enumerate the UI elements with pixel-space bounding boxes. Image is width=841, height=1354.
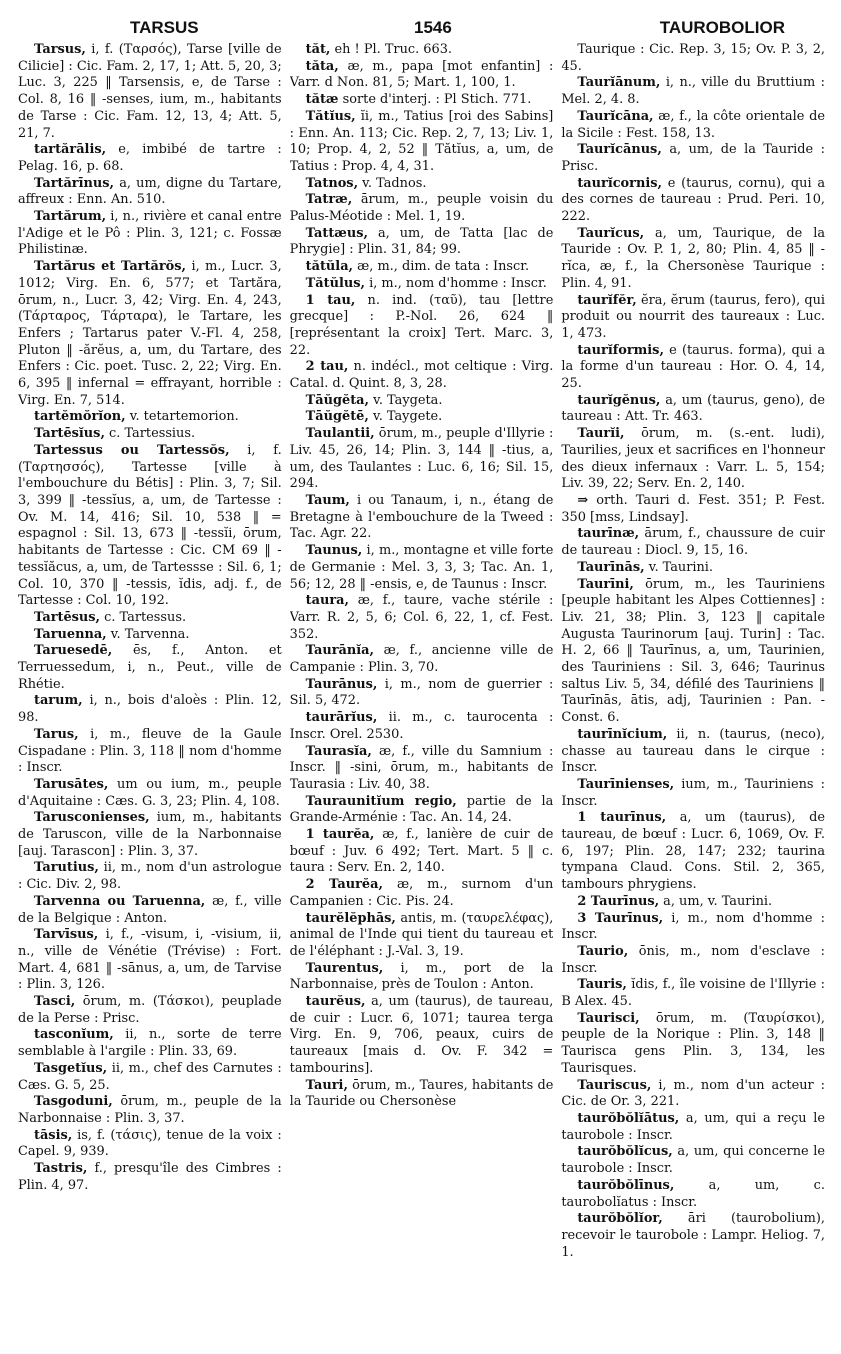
dictionary-entry [18, 894, 282, 927]
entry-definition: ōrum, m. (s.-ent. ludi), Taurilies, jeux et sacrifices en l'honneur des dieux infernaux : Varr. L. 5, 154; Liv. 39, 22; Serv. En. 2, 140. [561, 426, 826, 492]
dictionary-entry [18, 1061, 282, 1094]
dictionary-entry [561, 577, 825, 727]
entry-definition: ōrum, m., peuple de la Narbonnaise : Plin. 3, 37. [18, 1094, 282, 1126]
entry-headword: tartărālis, [34, 142, 107, 158]
dictionary-entry [561, 727, 825, 777]
entry-headword: Tauriscus, [577, 1077, 652, 1093]
entry-definition: i, n., bois d'aloès : Plin. 12, 98. [18, 693, 282, 726]
entry-definition: a, um, de la Tauride : Prisc. [561, 142, 826, 174]
dictionary-entry [18, 810, 282, 860]
entry-definition: a, um, qui a reçu le taurobole : Inscr. [561, 1111, 826, 1143]
entry-headword: 2 tau, [305, 359, 349, 375]
dictionary-entry [561, 944, 825, 977]
entry-headword: taurĭformis, [577, 342, 664, 358]
dictionary-entry [561, 109, 825, 142]
dictionary-entry [18, 209, 282, 259]
entry-headword: Tasgoduni, [34, 1094, 113, 1110]
dictionary-entry [561, 226, 825, 293]
entry-headword: Tauraunitĭum regio, [305, 793, 457, 809]
entry-headword: Tătŭlus, [305, 275, 365, 291]
dictionary-entry [18, 610, 282, 627]
entry-headword: taura, [305, 593, 349, 609]
entry-headword: taurārĭus, [305, 710, 378, 726]
entry-definition: a, um, digne du Tartare, affreux : Enn. An. 510. [18, 175, 282, 208]
entry-headword: Tauris, [577, 977, 627, 993]
entry-definition: ium, m., habitants de Taruscon, ville de la Narbonnaise [auj. Tarascon] : Plin. 3, 37. [18, 810, 282, 859]
entry-definition: a, um (taurus, geno), de taureau : Att. Tr. 463. [561, 392, 826, 425]
entry-definition: i ou Tanaum, i, n., étang de Bretagne à l'embouchure de la Tweed : Tac. Agr. 22. [289, 492, 554, 542]
entry-headword: Taurānus, [305, 676, 378, 692]
dictionary-entry [290, 192, 554, 225]
entry-definition: a, um, Taurique, de la Tauride : Ov. P. 1, 2, 80; Plin. 4, 85 ‖ -rĭca, æ, f., la Chersonèse Taurique : Plin. 4, 91. [561, 225, 826, 291]
dictionary-entry [561, 894, 825, 911]
entry-headword: taurīnæ, [577, 526, 640, 542]
dictionary-entry [290, 109, 554, 176]
entry-headword: Tattæus, [305, 225, 368, 241]
dictionary-entry [561, 1211, 825, 1261]
entry-definition: ōrum, m., peuple d'Illyrie : Liv. 45, 26, 14; Plin. 3, 144 ‖ -tius, a, um, des Taulantes : Luc. 6, 16; Sil. 15, 294. [289, 426, 554, 492]
dictionary-entry [290, 176, 554, 193]
entry-definition: a, um (taurus), de taureau, de bœuf : Lucr. 6, 1069, Ov. F. 6, 197; Plin. 28, 147; 232; taurina tympana Claud. Cons. Stil. 2, 365, tambours phrygiens. [561, 810, 826, 893]
entry-headword: Tarus, [34, 726, 79, 742]
entry-definition: ōnis, m., nom d'esclave : Inscr. [561, 943, 826, 976]
entry-headword: taurŏbŏlĭcus, [577, 1144, 673, 1160]
entry-definition: ĭi, m., Tatius [roi des Sabins] : Enn. An. 113; Cic. Rep. 2, 7, 13; Liv. 1, 10; Prop. 4, 2, 52 ‖ Tătĭus, a, um, de Tatius : Prop. 4, 4, 31. [289, 108, 554, 174]
entry-headword: taurīnĭcium, [577, 726, 668, 742]
entry-definition: ōrum, m., Taures, habitants de la Tauride ou Chersonèse [289, 1077, 554, 1110]
dictionary-entry [290, 92, 554, 109]
entry-definition: c. Tartessus. [100, 609, 187, 625]
entry-headword: Tarusātes, [34, 776, 109, 792]
entry-definition: v. Tarvenna. [106, 626, 190, 642]
dictionary-entry [290, 744, 554, 794]
entry-definition: æ, f., lanière de cuir de bœuf : Juv. 6 492; Tert. Mart. 5 ‖ c. taura : Serv. En. 2, 140. [289, 827, 554, 876]
entry-definition: i, f. (Ταρσός), Tarse [ville de Cilicie] : Cic. Fam. 2, 17, 1; Att. 5, 20, 3; Luc. 3, 225 ‖ Tarsensis, e, de Tarse : Col. 8, 16 ‖ -senses, ium, m., habitants de Tarse : Cic. Fam. 12, 13, 4; Att. 5, 21, 7. [18, 42, 282, 141]
entry-definition: ēs, f., Anton. et Terruessedum, i, n., Peut., ville de Rhétie. [18, 643, 282, 692]
entry-headword: Taurĭcānus, [577, 142, 662, 158]
entry-definition: i, m., nom d'homme : Inscr. [561, 910, 826, 943]
column-1 [18, 42, 282, 1342]
entry-headword: tarum, [34, 693, 83, 709]
dictionary-entry [290, 293, 554, 360]
page-header [18, 14, 825, 42]
entry-headword: Taunus, [305, 543, 363, 559]
entry-headword: 1 tau, [305, 292, 356, 308]
entry-definition: i, m., Lucr. 3, 1012; Virg. En. 6, 577; et Tartăra, ōrum, n., Lucr. 3, 42; Virg. En. 4, 243, (Τάρταρος, Τάρταρα), le Tartare, les Enfers ; Tartarus pater V.-Fl. 4, 258, Pluton ‖ -ărĕus, a, um, du Tartare, des Enfers : Cic. poet. Tusc. 2, 22; Virg. En. 6, 395 ‖ infernal = effrayant, horrible : Virg. En. 7, 514. [18, 259, 282, 408]
entry-headword: Taurĭi, [577, 426, 625, 442]
entry-headword: Tarvīsus, [34, 927, 99, 943]
entry-definition: v. Tadnos. [358, 175, 427, 191]
entry-headword: tāsis, [34, 1127, 73, 1143]
dictionary-entry [561, 493, 825, 526]
entry-headword: Taurio, [577, 943, 629, 959]
entry-definition: c. Tartessius. [104, 426, 196, 442]
dictionary-entry [290, 961, 554, 994]
dictionary-entry [290, 493, 554, 543]
dictionary-entry [18, 1161, 282, 1194]
entry-headword: Tatræ, [305, 192, 353, 208]
dictionary-entry [290, 409, 554, 426]
dictionary-entry [18, 1094, 282, 1127]
dictionary-entry [561, 911, 825, 944]
columns [18, 42, 825, 1342]
entry-definition: i, n., rivière et canal entre l'Adige et le Pô : Plin. 3, 121; c. Fossæ Philistinæ. [18, 209, 282, 258]
entry-headword: taurĭfĕr, [577, 292, 637, 308]
column-3 [561, 42, 825, 1342]
entry-headword: Tarsus, [34, 42, 86, 57]
entry-headword: Taurĭcus, [577, 225, 645, 241]
entry-headword: taurĕus, [305, 994, 366, 1010]
entry-definition: æ, f., ville du Samnium : Inscr. ‖ -sini, ōrum, m., habitants de Taurasia : Liv. 40, 38. [289, 743, 554, 792]
entry-headword: taurĭgĕnus, [577, 392, 661, 408]
entry-definition: sorte d'interj. : Pl Stich. 771. [338, 92, 532, 108]
dictionary-entry [18, 443, 282, 610]
dictionary-entry [290, 259, 554, 276]
entry-definition: e, imbibé de tartre : Pelag. 16, p. 68. [18, 142, 282, 174]
dictionary-entry [561, 293, 825, 343]
entry-definition: a, um, v. Taurini. [659, 893, 773, 909]
entry-headword: Tasgetĭus, [34, 1060, 108, 1076]
dictionary-entry [561, 176, 825, 226]
entry-headword: Taurĭānum, [577, 75, 661, 91]
entry-headword: Tartēsĭus, [34, 426, 105, 442]
running-head-right: TAUROBOLIOR [659, 18, 785, 37]
entry-headword: Tastris, [34, 1161, 88, 1177]
entry-headword: Taruenna, [34, 626, 107, 642]
entry-headword: Tasci, [34, 994, 76, 1010]
dictionary-entry [561, 343, 825, 393]
dictionary-entry [18, 777, 282, 810]
dictionary-entry [561, 142, 825, 175]
dictionary-entry [561, 393, 825, 426]
dictionary-entry [290, 359, 554, 392]
dictionary-entry [18, 1128, 282, 1161]
entry-headword: Tartēsus, [34, 609, 101, 625]
entry-definition: ium, m., Tauriniens : Inscr. [561, 776, 826, 809]
dictionary-entry [18, 142, 282, 175]
entry-definition: e (taurus, cornu), qui a des cornes de taureau : Prud. Peri. 10, 222. [561, 175, 826, 225]
dictionary-entry [290, 794, 554, 827]
entry-headword: Tāŭgĕtē, [305, 409, 369, 425]
dictionary-entry [18, 860, 282, 893]
dictionary-entry [18, 627, 282, 644]
dictionary-entry [18, 727, 282, 777]
entry-definition: æ, m., surnom d'un Campanien : Cic. Pis. 24. [289, 877, 554, 909]
entry-headword: Taurĭcāna, [577, 108, 654, 124]
entry-headword: Taurīnās, [577, 559, 645, 575]
entry-headword: Tătĭus, [305, 108, 356, 124]
entry-headword: tătæ [305, 92, 339, 108]
entry-headword: Taulantii, [305, 426, 375, 442]
entry-definition: i, m., port de la Narbonnaise, près de Toulon : Anton. [289, 960, 554, 993]
entry-definition: e (taurus. forma), qui a la forme d'un taureau : Hor. O. 4, 14, 25. [561, 342, 826, 392]
entry-definition: æ, f., ancienne ville de Campanie : Plin. 3, 70. [289, 643, 554, 676]
dictionary-entry [561, 1111, 825, 1144]
dictionary-entry [290, 911, 554, 961]
entry-definition: ārum, f., chaussure de cuir de taureau : Diocl. 9, 15, 16. [561, 526, 826, 559]
entry-definition: a, um, c. taurobolĭatus : Inscr. [561, 1177, 826, 1210]
entry-definition: i, m., nom d'homme : Inscr. [364, 275, 547, 291]
entry-headword: Taurasĭa, [305, 743, 372, 759]
entry-headword: taurŏbŏlīnus, [577, 1177, 675, 1193]
dictionary-entry [18, 994, 282, 1027]
dictionary-entry [290, 426, 554, 493]
entry-headword: Tartărīnus, [34, 175, 114, 191]
entry-definition: i, m., fleuve de la Gaule Cispadane : Plin. 3, 118 ‖ nom d'homme : Inscr. [18, 726, 282, 776]
dictionary-entry [290, 643, 554, 676]
entry-headword: 1 taurīnus, [577, 810, 667, 826]
dictionary-entry [290, 42, 554, 59]
entry-definition: āri (taurobolium), recevoir le taurobole : Lampr. Heliog. 7, 1. [561, 1211, 826, 1260]
dictionary-entry [290, 710, 554, 743]
dictionary-entry [290, 677, 554, 710]
dictionary-entry [18, 1027, 282, 1060]
dictionary-entry [290, 543, 554, 593]
dictionary-entry [18, 42, 282, 142]
entry-definition: æ, f., ville de la Belgique : Anton. [18, 893, 282, 926]
dictionary-entry [561, 1011, 825, 1078]
entry-definition: v. Taurini. [644, 559, 714, 575]
dictionary-entry [561, 777, 825, 810]
entry-definition: ii. m., c. taurocenta : Inscr. Orel. 2530. [289, 710, 554, 742]
entry-headword: Taurānĭa, [305, 643, 375, 659]
entry-definition: i, m., nom d'un acteur : Cic. de Or. 3, 221. [561, 1077, 826, 1110]
entry-definition: ōrum, m., les Tauriniens [peuple habitant les Alpes Cottiennes] : Liv. 21, 38; Plin. 3, 123 ‖ capitale Augusta Taurinorum [auj. Turin] : Tac. H. 2, 66 ‖ Taurīnus, a, um, Taurinien, des Tauriniens : Sil. 3, 646; Taurinus saltus Liv. 5, 34, défilé des Tauriniens ‖ Taurīnās, ātis, adj, Taurinien : Pan. - Const. 6. [561, 576, 826, 726]
entry-definition: eh ! Pl. Truc. 663. [330, 42, 452, 57]
dictionary-entry [561, 1078, 825, 1111]
entry-headword: taurŏbŏlĭor, [577, 1211, 663, 1227]
entry-definition: æ, m., dim. de tata : Inscr. [353, 259, 530, 275]
entry-headword: tartĕmŏrĭon, [34, 409, 126, 425]
running-head-left: TARSUS [130, 18, 199, 37]
entry-definition: ĕra, ĕrum (taurus, fero), qui produit ou nourrit des taureaux : Luc. 1, 473. [561, 292, 826, 341]
entry-headword: tasconĭum, [34, 1027, 114, 1043]
dictionary-entry [561, 977, 825, 1010]
entry-headword: taurĭcornis, [577, 175, 662, 191]
dictionary-entry [290, 226, 554, 259]
entry-headword: Taurīnienses, [577, 776, 675, 792]
entry-definition: ii, m., chef des Carnutes : Cæs. G. 5, 25. [18, 1060, 282, 1093]
entry-headword: Tartărum, [34, 209, 107, 225]
entry-headword: tătŭla, [305, 259, 354, 275]
entry-headword: ⇒ [577, 492, 589, 508]
dictionary-entry [18, 426, 282, 443]
entry-definition: v. Taygete. [368, 409, 443, 425]
dictionary-entry [561, 75, 825, 108]
entry-definition: um ou ium, m., peuple d'Aquitaine : Cæs. G. 3, 23; Plin. 4, 108. [18, 776, 282, 809]
entry-definition: is, f. (τάσις), tenue de la voix : Capel. 9, 939. [18, 1127, 282, 1160]
dictionary-entry [290, 877, 554, 910]
entry-definition: æ, m., papa [mot enfantin] : Varr. d Non. 81, 5; Mart. 1, 100, 1. [289, 58, 554, 91]
entry-headword: Tauri, [305, 1077, 348, 1093]
dictionary-entry [561, 42, 825, 75]
entry-definition: a, um, qui concerne le taurobole : Inscr. [561, 1144, 826, 1177]
dictionary-entry [18, 643, 282, 693]
entry-headword: tăt, [305, 42, 331, 57]
entry-headword: 1 taurĕa, [305, 827, 375, 843]
column-2 [290, 42, 554, 1342]
entry-headword: Tartessus ou Tartessŏs, [34, 442, 230, 458]
page-number: 1546 [414, 18, 452, 37]
entry-definition: i, n., ville du Bruttium : Mel. 2, 4. 8. [561, 75, 826, 108]
dictionary-entry [18, 693, 282, 726]
dictionary-entry [290, 1078, 554, 1111]
entry-headword: Taurentus, [305, 960, 384, 976]
dictionary-entry [561, 560, 825, 577]
entry-headword: 3 Taurīnus, [577, 910, 664, 926]
entry-headword: Tarvenna ou Taruenna, [34, 893, 206, 909]
entry-headword: Tarutius, [34, 860, 99, 876]
entry-definition: ōrum, m. (Ταυρίσκοι), peuple de la Norique : Plin. 3, 148 ‖ Taurisca gens Plin. 3, 134, les Taurisques. [561, 1010, 826, 1076]
dictionary-entry [18, 259, 282, 409]
dictionary-entry [290, 593, 554, 643]
entry-headword: Tarusconienses, [34, 810, 150, 826]
dictionary-entry [18, 409, 282, 426]
dictionary-entry [290, 59, 554, 92]
entry-definition: i, f., -visum, i, -visium, ii, n., ville de Vénétie (Trévise) : Fort. Mart. 4, 681 ‖ -sānus, a, um, de Tarvise : Plin. 3, 126. [18, 927, 282, 993]
dictionary-entry [561, 810, 825, 894]
dictionary-entry [561, 526, 825, 559]
entry-definition: æ, f., taure, vache stérile : Varr. R. 2, 5, 6; Col. 6, 22, 1, cf. Fest. 352. [289, 593, 554, 642]
dictionary-entry [290, 393, 554, 410]
entry-headword: Tatnos, [305, 175, 359, 191]
entry-headword: tăta, [305, 58, 339, 74]
entry-headword: Tartărus et Tartărŏs, [34, 259, 187, 275]
dictionary-entry [290, 276, 554, 293]
entry-definition: i, f. (Ταρτησσός), Tartesse [ville à l'embouchure du Bétis] : Plin. 3, 7; Sil. 3, 399 ‖ -tessĭus, a, um, de Tartesse : Ov. M. 14, 416; Sil. 10, 538 ‖ = espagnol : Sil. 13, 673 ‖ -tessĭi, ōrum, habitants de Tartesse : Cic. CM 69 ‖ -tessĭăcus, a, um, de Tartessse : Sil. 6, 1; Col. 10, 370 ‖ -tessis, ĭdis, adj. f., de Tartesse : Col. 10, 192. [18, 442, 282, 609]
entry-headword: Taruesedē, [34, 643, 113, 659]
dictionary-entry [561, 1178, 825, 1211]
entry-definition: i, m., montagne et ville forte de Germanie : Mel. 3, 3, 3; Tac. An. 1, 56; 12, 28 ‖ -ensis, e, de Taunus : Inscr. [289, 543, 554, 592]
entry-definition: æ, f., la côte orientale de la Sicile : Fest. 158, 13. [561, 108, 826, 141]
entry-definition: a, um, de Tatta [lac de Phrygie] : Plin. 31, 84; 99. [289, 225, 554, 258]
entry-headword: Taum, [305, 492, 350, 508]
entry-definition: ōrum, m. (Τάσκοι), peuplade de la Perse : Prisc. [18, 994, 282, 1026]
dictionary-entry [18, 927, 282, 994]
entry-headword: Tāŭgĕta, [305, 392, 369, 408]
entry-definition: antis, m. (ταυρελέφας), animal de l'Inde qui tient du taureau et de l'éléphant : J.-Val. 3, 19. [289, 910, 554, 959]
entry-headword: Taurisci, [577, 1010, 640, 1026]
entry-definition: a, um (taurus), de taureau, de cuir : Lucr. 6, 1071; taurea terga Virg. En. 9, 706, peaux, cuirs de taureaux [mais d. Ov. F. 342 = tambourins]. [289, 994, 554, 1076]
dictionary-entry [290, 994, 554, 1078]
entry-headword: Taurīni, [577, 576, 634, 592]
dictionary-entry [561, 426, 825, 493]
entry-definition: f., presqu'île des Cimbres : Plin. 4, 97. [18, 1161, 282, 1193]
entry-headword: 2 Taurĕa, [305, 877, 383, 893]
entry-definition: v. Taygeta. [369, 392, 443, 408]
entry-definition: ārum, m., peuple voisin du Palus-Méotide : Mel. 1, 19. [289, 192, 554, 225]
dictionary-entry [18, 176, 282, 209]
entry-headword: taurŏbŏlĭātus, [577, 1111, 680, 1126]
entry-definition: ĭdis, f., île voisine de l'Illyrie : B Alex. 45. [561, 977, 826, 1010]
entry-definition: orth. Tauri d. Fest. 351; P. Fest. 350 [mss, Lindsay]. [561, 492, 826, 525]
dictionary-entry [290, 827, 554, 877]
entry-definition: partie de la Grande-Arménie : Tac. An. 14, 24. [289, 793, 554, 826]
entry-definition: ii, n. (taurus, (neco), chasse au taureau dans le cirque : Inscr. [561, 726, 826, 776]
entry-definition: ii, m., nom d'un astrologue : Cic. Div. 2, 98. [18, 860, 282, 893]
entry-definition: ii, n., sorte de terre semblable à l'argile : Plin. 33, 69. [18, 1027, 282, 1060]
entry-definition: i, m., nom de guerrier : Sil. 5, 472. [289, 676, 554, 709]
entry-definition: Taurique : Cic. Rep. 3, 15; Ov. P. 3, 2, 45. [561, 42, 826, 74]
entry-definition: n. indécl., mot celtique : Virg. Catal. d. Quint. 8, 3, 28. [289, 359, 554, 392]
entry-definition: v. tetartemorion. [125, 409, 239, 425]
entry-headword: 2 Taurīnus, [577, 893, 660, 909]
entry-headword: taurĕlĕphās, [305, 910, 396, 926]
entry-definition: n. ind. (ταῦ), tau [lettre grecque] : P.-Nol. 26, 624 ‖ [représentant la croix] Tert. Marc. 3, 22. [289, 292, 554, 358]
dictionary-entry [561, 1144, 825, 1177]
